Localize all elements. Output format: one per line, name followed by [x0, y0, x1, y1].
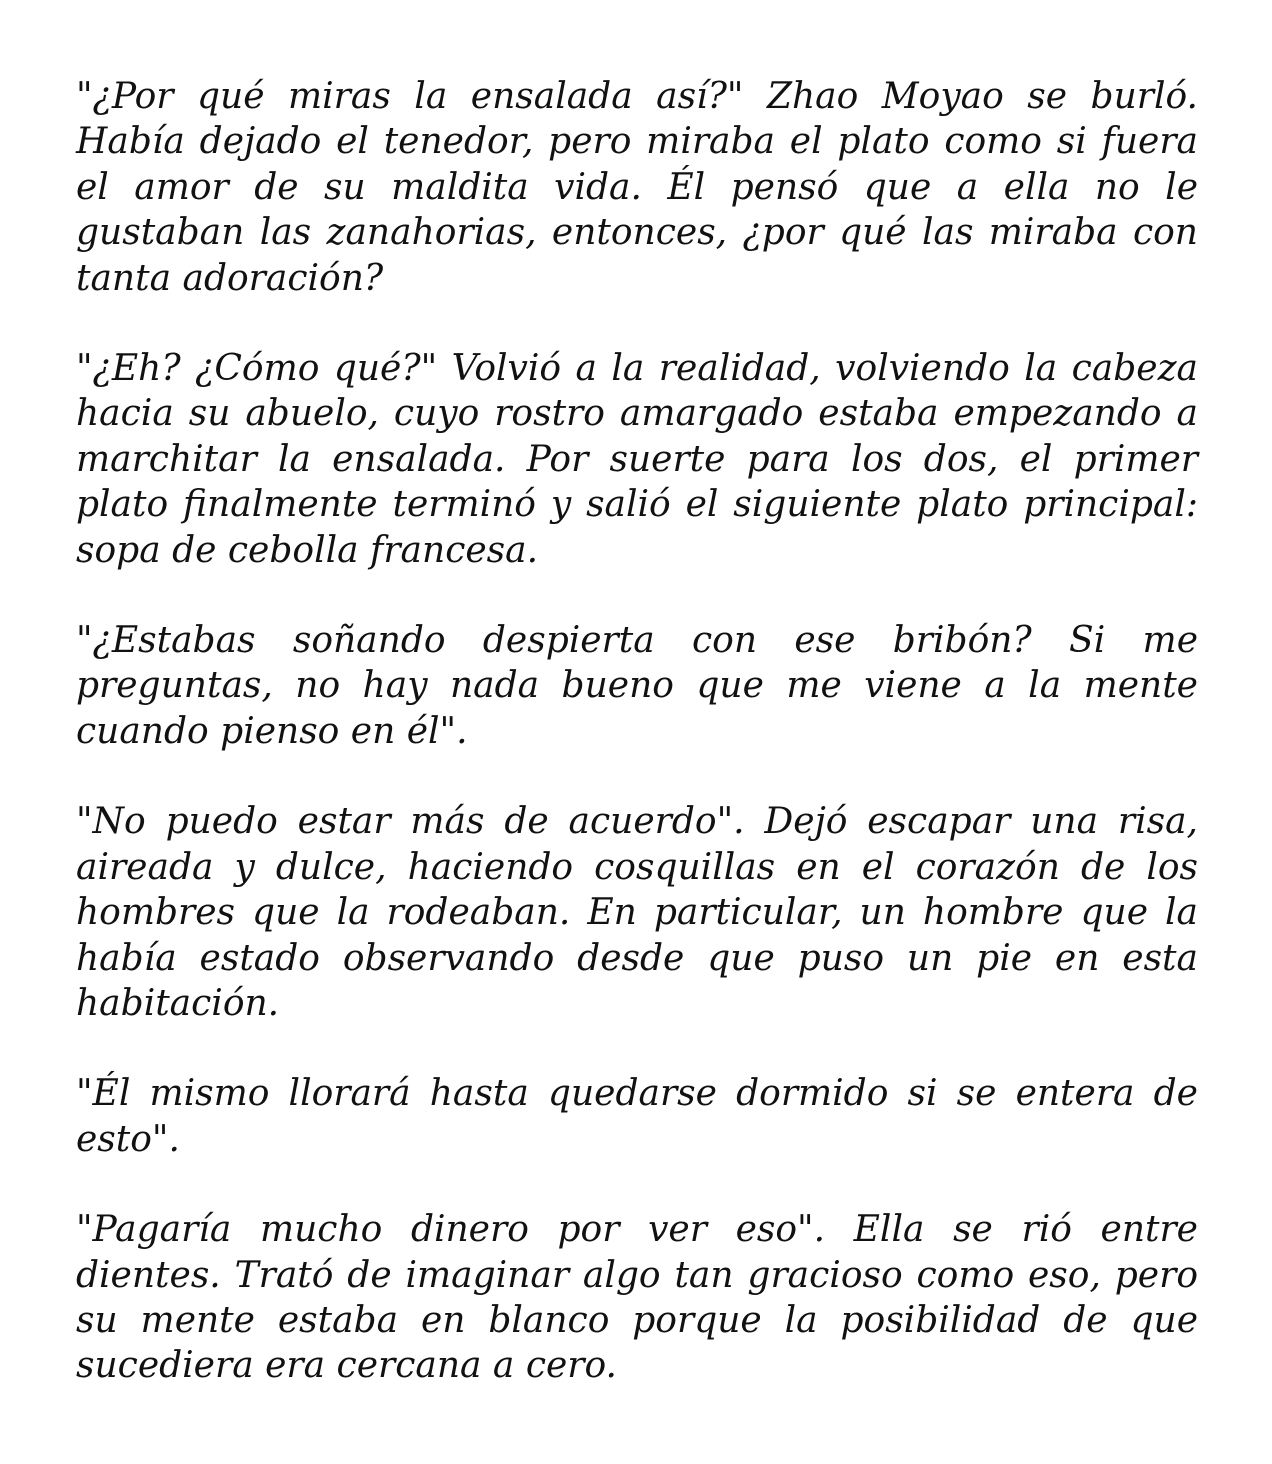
paragraph-6: "Pagaría mucho dinero por ver eso". Ella se rió entre dientes. Trató de imaginar algo tan gracioso como eso, pero su mente estaba en blanco porque la posibilidad de que sucediera era cercana a cero. [76, 1209, 1198, 1387]
paragraph-1: "¿Por qué miras la ensalada así?" Zhao Moyao se burló. Había dejado el tenedor, pero miraba el plato como si fuera el amor de su maldita vida. Él pensó que a ella no le gustaban las zanahorias, entonces, ¿por qué las miraba con tanta adoración? [76, 76, 1198, 299]
paragraph-4: "No puedo estar más de acuerdo". Dejó escapar una risa, aireada y dulce, haciendo cosquillas en el corazón de los hombres que la rodeaban. En particular, un hombre que la había estado observando desde que puso un pie en esta habitación. [76, 801, 1198, 1024]
paragraph-3: "¿Estabas soñando despierta con ese bribón? Si me preguntas, no hay nada bueno que me viene a la mente cuando pienso en él". [76, 620, 1198, 752]
paragraph-5: "Él mismo llorará hasta quedarse dormido si se entera de esto". [76, 1073, 1198, 1160]
document-body [76, 74, 1198, 1389]
paragraph-2: "¿Eh? ¿Cómo qué?" Volvió a la realidad, volviendo la cabeza hacia su abuelo, cuyo rostro amargado estaba empezando a marchitar la ensalada. Por suerte para los dos, el primer plato finalmente terminó y salió el siguiente plato principal: sopa de cebolla francesa. [76, 348, 1198, 571]
